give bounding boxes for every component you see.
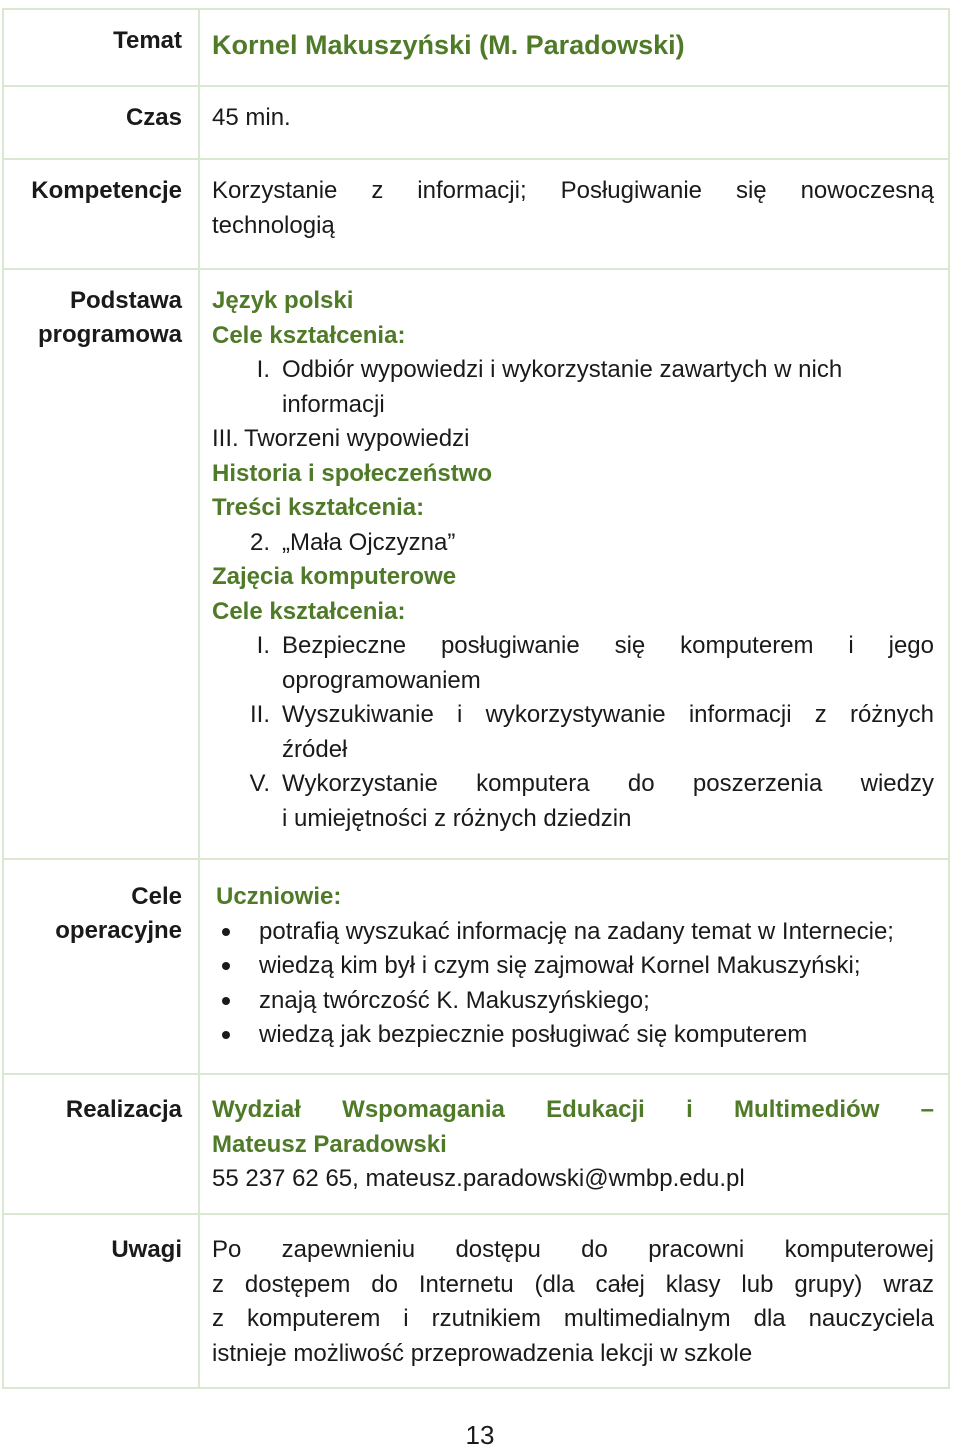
objective-text: potrafią wyszukać informację na zadany temat w Internecie;: [259, 917, 894, 945]
item-text-line: Bezpieczne posługiwanie się komputerem i jego: [282, 632, 934, 659]
duration-value: 45 min.: [212, 104, 291, 131]
label-realizacja: Realizacja: [3, 1074, 199, 1214]
objectives-list: [212, 915, 934, 1053]
topic-title: Kornel Makuszyński (M. Paradowski): [212, 30, 685, 60]
item-text-line: źródeł: [282, 735, 348, 763]
item-text: Odbiór wypowiedzi i wykorzystanie zawartych w nich informacji: [282, 356, 843, 418]
list-item: [212, 526, 934, 561]
competences-line-1: Korzystanie z informacji; Posługiwanie się nowoczesną: [212, 177, 934, 204]
objective-text: znają twórczość K. Makuszyńskiego;: [259, 986, 650, 1014]
item-number: III.: [212, 425, 239, 452]
label-uwagi: Uwagi: [3, 1214, 199, 1388]
item-text: Tworzeni wypowiedzi: [244, 425, 470, 452]
row-podstawa: [3, 269, 949, 859]
item-text-line: i umiejętności z różnych dziedzin: [282, 804, 632, 832]
list-item: [212, 984, 934, 1019]
item-number: V.: [249, 770, 270, 797]
objective-text: wiedzą kim był i czym się zajmował Kornel Makuszyński;: [259, 952, 861, 979]
list-item: [212, 422, 934, 457]
list-item: [212, 767, 934, 836]
list-item: [212, 1018, 934, 1053]
bullet-icon: [222, 962, 230, 970]
item-number: I.: [256, 356, 270, 383]
subject-historia: Historia i społeczeństwo: [212, 459, 493, 487]
page-number: 13: [465, 1420, 495, 1450]
label-operacyjne: operacyjne: [55, 917, 182, 944]
label-temat: Temat: [3, 9, 199, 86]
row-realizacja: [3, 1074, 949, 1214]
cele-heading-1: Cele kształcenia:: [212, 321, 406, 349]
contact-info: 55 237 62 65, mateusz.paradowski@wmbp.edu.pl: [212, 1165, 745, 1192]
organizer-line-1: Wydział Wspomagania Edukacji i Multimediów –: [212, 1096, 934, 1123]
item-number: 2.: [249, 528, 270, 556]
row-uwagi: [3, 1214, 949, 1388]
students-intro: Uczniowie:: [216, 883, 342, 910]
list-item: [212, 949, 934, 984]
label-programowa: programowa: [37, 321, 182, 348]
notes-line: z dostępem do Internetu (dla całej klasy lub grupy) wraz: [212, 1270, 934, 1298]
bullet-icon: [222, 928, 230, 936]
subject-jezyk-polski: Język polski: [212, 287, 354, 314]
cele-heading-2: Cele kształcenia:: [212, 597, 406, 625]
label-czas: Czas: [3, 86, 199, 159]
item-text: „Mała Ojczyzna”: [282, 528, 456, 556]
notes-line: z komputerem i rzutnikiem multimedialnym dla nauczyciela: [212, 1305, 934, 1332]
notes-line: Po zapewnieniu dostępu do pracowni komputerowej: [212, 1236, 934, 1263]
list-item: [212, 629, 934, 698]
row-temat: [3, 9, 949, 86]
label-podstawa: Podstawa: [69, 287, 182, 314]
label-cele: Cele: [131, 883, 182, 910]
bullet-icon: [222, 997, 230, 1005]
label-kompetencje: Kompetencje: [3, 159, 199, 269]
objective-text: wiedzą jak bezpiecznie posługiwać się komputerem: [259, 1021, 808, 1048]
list-item: [212, 915, 934, 950]
list-item: [212, 698, 934, 767]
row-kompetencje: [3, 159, 949, 269]
item-number: I.: [256, 632, 270, 659]
row-cele-operacyjne: [3, 859, 949, 1074]
item-text-line: Wykorzystanie komputera do poszerzenia wiedzy: [282, 770, 934, 797]
tresci-heading: Treści kształcenia:: [212, 494, 425, 521]
row-czas: [3, 86, 949, 159]
bullet-icon: [222, 1031, 230, 1039]
subject-zajecia-komputerowe: Zajęcia komputerowe: [212, 563, 457, 590]
item-text-line: Wyszukiwanie i wykorzystywanie informacji z różnych: [282, 701, 934, 728]
item-text-line: oprogramowaniem: [282, 666, 481, 694]
item-number: II.: [249, 701, 270, 728]
competences-line-2: technologią: [212, 211, 335, 239]
notes-line: istnieje możliwość przeprowadzenia lekcji w szkole: [212, 1339, 753, 1367]
organizer-line-2: Mateusz Paradowski: [212, 1130, 447, 1158]
list-item: [212, 353, 934, 422]
lesson-plan-table: [2, 8, 950, 1389]
